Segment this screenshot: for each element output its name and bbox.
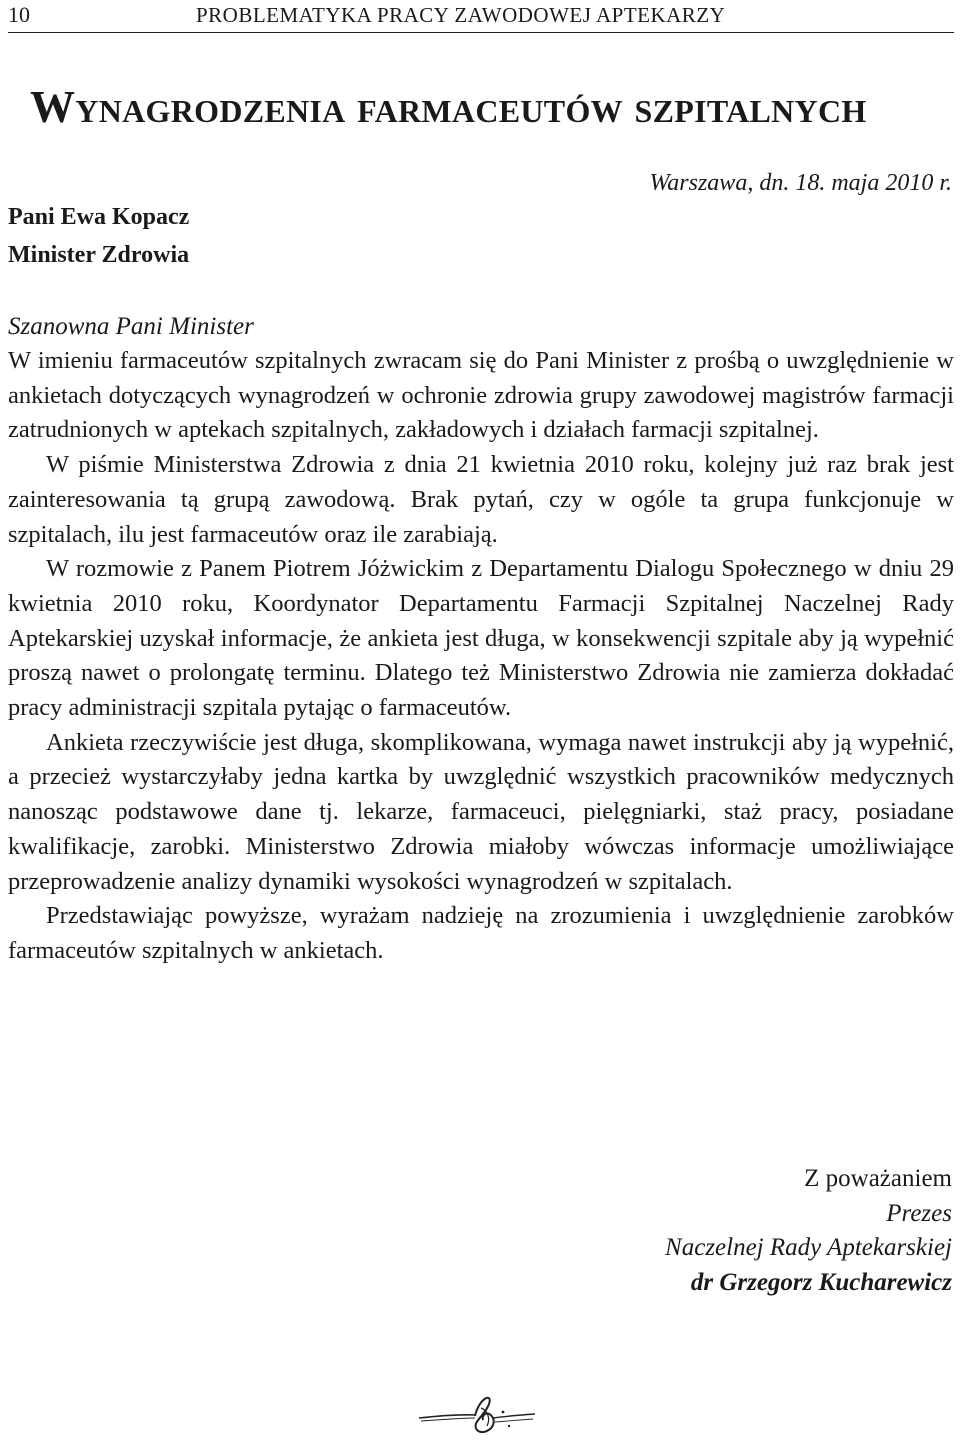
end-ornament-icon: [417, 1388, 537, 1438]
closing-organization: Naczelnej Rady Aptekarskiej: [665, 1234, 952, 1261]
closing-role: Prezes: [886, 1199, 952, 1227]
paragraph-3: W rozmowie z Panem Piotrem Jóżwickim z Departamentu Dialogu Społecznego w dniu 29 kwietnia 2010 roku, Koordynator Departamentu Farmacji Szpitalnej Naczelnej Rady Aptekarskiej uzyskał informacje, że ankieta jest długa, w konsekwencji szpitale aby ją wypełnić proszą nawet o prolongatę terminu. Dlatego też Ministerstwo Zdrowia nie zamierza dokładać pracy administracji szpitala pytając o farmaceutów.: [8, 555, 954, 722]
signature-name: dr Grzegorz Kucharewicz: [690, 1268, 952, 1296]
paragraph-5: Przedstawiając powyższe, wyrażam nadzieję na zrozumienia i uwzględnienie zarobków farmaceutów szpitalnych w ankietach.: [8, 902, 954, 964]
running-header: [8, 0, 954, 33]
paragraph-1: W imieniu farmaceutów szpitalnych zwracam się do Pani Minister z prośbą o uwzględnienie w ankietach dotyczących wynagrodzeń w ochronie zdrowia grupy zawodowej magistrów farmacji zatrudnionych w aptekach szpitalnych, zakładowych i działach farmacji szpitalnej.: [8, 347, 954, 444]
letter-date: Warszawa, dn. 18. maja 2010 r.: [649, 170, 952, 196]
page-number: 10: [8, 2, 30, 27]
closing-greeting: Z poważaniem: [804, 1165, 952, 1192]
recipient-name: Pani Ewa Kopacz: [8, 204, 190, 230]
article-title: Wynagrodzenia farmaceutów szpitalnych: [30, 82, 867, 132]
recipient-block: [8, 198, 189, 274]
letter-body: [8, 344, 954, 969]
paragraph-4: Ankieta rzeczywiście jest długa, skomplikowana, wymaga nawet instrukcji aby ją wypełnić, a przecież wystarczyłaby jedna kartka by uwzględnić wszystkich pracowników medycznych nanosząc podstawowe dane tj. lekarze, farmaceuci, pielęgniarki, staż pracy, posiadane kwalifikacje, zarobki. Ministerstwo Zdrowia miałoby wówczas informacje umożliwiające przeprowadzenie analizy dynamiki wysokości wynagrodzeń w szpitalach.: [8, 728, 954, 895]
recipient-title: Minister Zdrowia: [8, 242, 190, 268]
running-title: PROBLEMATYKA PRACY ZAWODOWEJ APTEKARZY: [196, 3, 726, 27]
closing-block: [665, 1162, 952, 1300]
salutation: Szanowna Pani Minister: [8, 313, 254, 340]
paragraph-2: W piśmie Ministerstwa Zdrowia z dnia 21 kwietnia 2010 roku, kolejny już raz brak jest zainteresowania tą grupą zawodową. Brak pytań, czy w ogóle ta grupa funkcjonuje w szpitalach, ilu jest farmaceutów oraz ile zarabiają.: [8, 451, 954, 548]
